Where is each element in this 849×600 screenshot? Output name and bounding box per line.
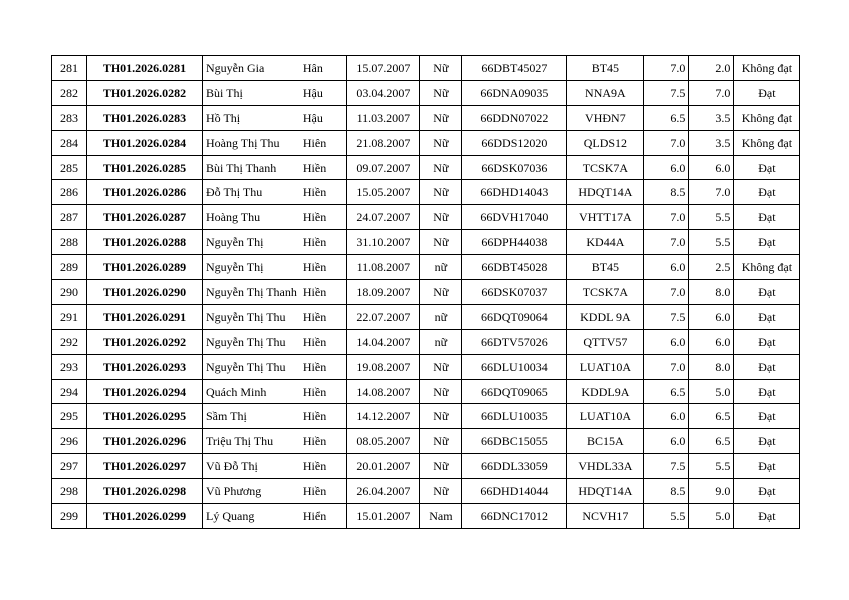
gender-cell: Nữ — [420, 80, 462, 105]
given-name-cell: Hậu — [300, 80, 347, 105]
student-id-cell: 66DNA09035 — [462, 80, 567, 105]
score-1-cell: 7.0 — [644, 280, 689, 305]
class-code-cell: BC15A — [567, 429, 644, 454]
row-number-cell: 289 — [52, 255, 87, 280]
given-name-cell: Hiền — [300, 304, 347, 329]
table-row — [52, 479, 800, 504]
result-cell: Đạt — [734, 379, 800, 404]
family-middle-name-cell: Hồ Thị — [203, 105, 300, 130]
class-code-cell: LUAT10A — [567, 404, 644, 429]
candidate-code-cell: TH01.2026.0288 — [87, 230, 203, 255]
table-row — [52, 354, 800, 379]
student-id-cell: 66DBC15055 — [462, 429, 567, 454]
table-row — [52, 130, 800, 155]
row-number-cell: 285 — [52, 155, 87, 180]
given-name-cell: Hiền — [300, 454, 347, 479]
candidate-code-cell: TH01.2026.0286 — [87, 180, 203, 205]
class-code-cell: BT45 — [567, 56, 644, 81]
given-name-cell: Hiên — [300, 130, 347, 155]
score-1-cell: 6.5 — [644, 105, 689, 130]
student-id-cell: 66DDL33059 — [462, 454, 567, 479]
family-middle-name-cell: Nguyễn Thị Thu — [203, 354, 300, 379]
score-2-cell: 6.0 — [689, 304, 734, 329]
class-code-cell: TCSK7A — [567, 155, 644, 180]
student-id-cell: 66DLU10035 — [462, 404, 567, 429]
gender-cell: Nữ — [420, 56, 462, 81]
class-code-cell: HDQT14A — [567, 180, 644, 205]
result-cell: Không đạt — [734, 130, 800, 155]
candidate-code-cell: TH01.2026.0285 — [87, 155, 203, 180]
score-1-cell: 7.0 — [644, 130, 689, 155]
score-1-cell: 6.0 — [644, 155, 689, 180]
row-number-cell: 294 — [52, 379, 87, 404]
result-cell: Đạt — [734, 504, 800, 529]
date-of-birth-cell: 15.01.2007 — [347, 504, 420, 529]
score-2-cell: 2.0 — [689, 56, 734, 81]
student-id-cell: 66DPH44038 — [462, 230, 567, 255]
candidate-code-cell: TH01.2026.0287 — [87, 205, 203, 230]
score-2-cell: 5.0 — [689, 379, 734, 404]
family-middle-name-cell: Hoàng Thu — [203, 205, 300, 230]
class-code-cell: TCSK7A — [567, 280, 644, 305]
given-name-cell: Hiền — [300, 180, 347, 205]
score-2-cell: 7.0 — [689, 180, 734, 205]
class-code-cell: KD44A — [567, 230, 644, 255]
row-number-cell: 293 — [52, 354, 87, 379]
given-name-cell: Hiển — [300, 504, 347, 529]
score-1-cell: 7.5 — [644, 454, 689, 479]
class-code-cell: LUAT10A — [567, 354, 644, 379]
score-1-cell: 6.5 — [644, 379, 689, 404]
student-id-cell: 66DDN07022 — [462, 105, 567, 130]
family-middle-name-cell: Vũ Đỗ Thị — [203, 454, 300, 479]
date-of-birth-cell: 15.07.2007 — [347, 56, 420, 81]
score-1-cell: 7.0 — [644, 205, 689, 230]
table-row — [52, 80, 800, 105]
score-1-cell: 5.5 — [644, 504, 689, 529]
result-cell: Đạt — [734, 329, 800, 354]
table-row — [52, 280, 800, 305]
table-row — [52, 155, 800, 180]
date-of-birth-cell: 22.07.2007 — [347, 304, 420, 329]
date-of-birth-cell: 26.04.2007 — [347, 479, 420, 504]
score-2-cell: 6.0 — [689, 155, 734, 180]
candidate-code-cell: TH01.2026.0293 — [87, 354, 203, 379]
result-cell: Không đạt — [734, 255, 800, 280]
candidate-code-cell: TH01.2026.0299 — [87, 504, 203, 529]
score-2-cell: 8.0 — [689, 280, 734, 305]
candidate-code-cell: TH01.2026.0291 — [87, 304, 203, 329]
table-row — [52, 404, 800, 429]
table-row — [52, 304, 800, 329]
date-of-birth-cell: 14.04.2007 — [347, 329, 420, 354]
gender-cell: Nữ — [420, 105, 462, 130]
class-code-cell: NNA9A — [567, 80, 644, 105]
date-of-birth-cell: 11.03.2007 — [347, 105, 420, 130]
score-1-cell: 7.5 — [644, 304, 689, 329]
family-middle-name-cell: Nguyễn Gia — [203, 56, 300, 81]
result-cell: Đạt — [734, 304, 800, 329]
candidate-code-cell: TH01.2026.0295 — [87, 404, 203, 429]
candidate-code-cell: TH01.2026.0294 — [87, 379, 203, 404]
student-id-cell: 66DSK07036 — [462, 155, 567, 180]
row-number-cell: 296 — [52, 429, 87, 454]
result-cell: Đạt — [734, 230, 800, 255]
result-cell: Đạt — [734, 155, 800, 180]
score-2-cell: 5.0 — [689, 504, 734, 529]
score-1-cell: 7.0 — [644, 56, 689, 81]
family-middle-name-cell: Quách Minh — [203, 379, 300, 404]
score-2-cell: 5.5 — [689, 205, 734, 230]
candidate-code-cell: TH01.2026.0292 — [87, 329, 203, 354]
date-of-birth-cell: 31.10.2007 — [347, 230, 420, 255]
row-number-cell: 292 — [52, 329, 87, 354]
class-code-cell: VHĐN7 — [567, 105, 644, 130]
table-row — [52, 105, 800, 130]
gender-cell: Nam — [420, 504, 462, 529]
table-row — [52, 255, 800, 280]
results-table — [51, 55, 800, 529]
date-of-birth-cell: 20.01.2007 — [347, 454, 420, 479]
result-cell: Đạt — [734, 479, 800, 504]
gender-cell: Nữ — [420, 130, 462, 155]
gender-cell: nữ — [420, 329, 462, 354]
candidate-code-cell: TH01.2026.0296 — [87, 429, 203, 454]
result-cell: Không đạt — [734, 105, 800, 130]
score-2-cell: 6.5 — [689, 404, 734, 429]
student-id-cell: 66DSK07037 — [462, 280, 567, 305]
table-row — [52, 454, 800, 479]
table-row — [52, 230, 800, 255]
gender-cell: Nữ — [420, 454, 462, 479]
table-row — [52, 329, 800, 354]
score-2-cell: 6.0 — [689, 329, 734, 354]
given-name-cell: Hiền — [300, 155, 347, 180]
row-number-cell: 297 — [52, 454, 87, 479]
given-name-cell: Hiền — [300, 255, 347, 280]
class-code-cell: BT45 — [567, 255, 644, 280]
student-id-cell: 66DBT45027 — [462, 56, 567, 81]
score-2-cell: 9.0 — [689, 479, 734, 504]
result-cell: Đạt — [734, 454, 800, 479]
student-id-cell: 66DQT09065 — [462, 379, 567, 404]
score-2-cell: 3.5 — [689, 130, 734, 155]
score-1-cell: 8.5 — [644, 479, 689, 504]
score-2-cell: 5.5 — [689, 454, 734, 479]
candidate-code-cell: TH01.2026.0281 — [87, 56, 203, 81]
score-1-cell: 6.0 — [644, 329, 689, 354]
candidate-code-cell: TH01.2026.0298 — [87, 479, 203, 504]
result-cell: Đạt — [734, 180, 800, 205]
date-of-birth-cell: 08.05.2007 — [347, 429, 420, 454]
row-number-cell: 287 — [52, 205, 87, 230]
score-2-cell: 8.0 — [689, 354, 734, 379]
class-code-cell: QLDS12 — [567, 130, 644, 155]
gender-cell: Nữ — [420, 230, 462, 255]
candidate-code-cell: TH01.2026.0282 — [87, 80, 203, 105]
given-name-cell: Hiền — [300, 329, 347, 354]
gender-cell: nữ — [420, 255, 462, 280]
row-number-cell: 281 — [52, 56, 87, 81]
score-1-cell: 7.0 — [644, 230, 689, 255]
result-cell: Đạt — [734, 429, 800, 454]
candidate-code-cell: TH01.2026.0297 — [87, 454, 203, 479]
candidate-code-cell: TH01.2026.0289 — [87, 255, 203, 280]
gender-cell: Nữ — [420, 354, 462, 379]
given-name-cell: Hiền — [300, 280, 347, 305]
class-code-cell: NCVH17 — [567, 504, 644, 529]
gender-cell: Nữ — [420, 404, 462, 429]
class-code-cell: KDDL 9A — [567, 304, 644, 329]
given-name-cell: Hiền — [300, 205, 347, 230]
table-row — [52, 379, 800, 404]
family-middle-name-cell: Nguyễn Thị Thu — [203, 304, 300, 329]
date-of-birth-cell: 15.05.2007 — [347, 180, 420, 205]
given-name-cell: Hiền — [300, 230, 347, 255]
row-number-cell: 284 — [52, 130, 87, 155]
score-2-cell: 7.0 — [689, 80, 734, 105]
given-name-cell: Hiền — [300, 479, 347, 504]
candidate-code-cell: TH01.2026.0284 — [87, 130, 203, 155]
family-middle-name-cell: Vũ Phương — [203, 479, 300, 504]
score-1-cell: 7.0 — [644, 354, 689, 379]
gender-cell: nữ — [420, 304, 462, 329]
row-number-cell: 299 — [52, 504, 87, 529]
score-1-cell: 6.0 — [644, 429, 689, 454]
date-of-birth-cell: 14.08.2007 — [347, 379, 420, 404]
row-number-cell: 298 — [52, 479, 87, 504]
date-of-birth-cell: 03.04.2007 — [347, 80, 420, 105]
student-id-cell: 66DLU10034 — [462, 354, 567, 379]
date-of-birth-cell: 09.07.2007 — [347, 155, 420, 180]
date-of-birth-cell: 11.08.2007 — [347, 255, 420, 280]
date-of-birth-cell: 21.08.2007 — [347, 130, 420, 155]
gender-cell: Nữ — [420, 280, 462, 305]
table-row — [52, 205, 800, 230]
gender-cell: Nữ — [420, 205, 462, 230]
date-of-birth-cell: 19.08.2007 — [347, 354, 420, 379]
result-cell: Đạt — [734, 404, 800, 429]
candidate-code-cell: TH01.2026.0283 — [87, 105, 203, 130]
result-cell: Đạt — [734, 354, 800, 379]
family-middle-name-cell: Đỗ Thị Thu — [203, 180, 300, 205]
score-1-cell: 7.5 — [644, 80, 689, 105]
result-cell: Không đạt — [734, 56, 800, 81]
score-1-cell: 8.5 — [644, 180, 689, 205]
score-2-cell: 3.5 — [689, 105, 734, 130]
student-id-cell: 66DHD14043 — [462, 180, 567, 205]
table-row — [52, 56, 800, 81]
score-2-cell: 6.5 — [689, 429, 734, 454]
result-cell: Đạt — [734, 280, 800, 305]
given-name-cell: Hiền — [300, 404, 347, 429]
family-middle-name-cell: Hoàng Thị Thu — [203, 130, 300, 155]
row-number-cell: 282 — [52, 80, 87, 105]
row-number-cell: 290 — [52, 280, 87, 305]
date-of-birth-cell: 24.07.2007 — [347, 205, 420, 230]
table-row — [52, 429, 800, 454]
gender-cell: Nữ — [420, 429, 462, 454]
date-of-birth-cell: 14.12.2007 — [347, 404, 420, 429]
given-name-cell: Hiền — [300, 379, 347, 404]
result-cell: Đạt — [734, 80, 800, 105]
family-middle-name-cell: Nguyễn Thị — [203, 230, 300, 255]
row-number-cell: 291 — [52, 304, 87, 329]
student-id-cell: 66DQT09064 — [462, 304, 567, 329]
student-id-cell: 66DNC17012 — [462, 504, 567, 529]
family-middle-name-cell: Triệu Thị Thu — [203, 429, 300, 454]
student-id-cell: 66DVH17040 — [462, 205, 567, 230]
family-middle-name-cell: Nguyễn Thị Thu — [203, 329, 300, 354]
gender-cell: Nữ — [420, 379, 462, 404]
date-of-birth-cell: 18.09.2007 — [347, 280, 420, 305]
family-middle-name-cell: Lý Quang — [203, 504, 300, 529]
row-number-cell: 283 — [52, 105, 87, 130]
given-name-cell: Hiền — [300, 354, 347, 379]
row-number-cell: 295 — [52, 404, 87, 429]
student-id-cell: 66DDS12020 — [462, 130, 567, 155]
class-code-cell: HDQT14A — [567, 479, 644, 504]
class-code-cell: VHTT17A — [567, 205, 644, 230]
class-code-cell: VHDL33A — [567, 454, 644, 479]
student-id-cell: 66DBT45028 — [462, 255, 567, 280]
gender-cell: Nữ — [420, 479, 462, 504]
given-name-cell: Hậu — [300, 105, 347, 130]
family-middle-name-cell: Bùi Thị Thanh — [203, 155, 300, 180]
given-name-cell: Hân — [300, 56, 347, 81]
family-middle-name-cell: Sầm Thị — [203, 404, 300, 429]
student-id-cell: 66DHD14044 — [462, 479, 567, 504]
family-middle-name-cell: Nguyễn Thị — [203, 255, 300, 280]
table-body — [52, 56, 800, 529]
family-middle-name-cell: Bùi Thị — [203, 80, 300, 105]
class-code-cell: KDDL9A — [567, 379, 644, 404]
row-number-cell: 288 — [52, 230, 87, 255]
score-1-cell: 6.0 — [644, 255, 689, 280]
class-code-cell: QTTV57 — [567, 329, 644, 354]
score-1-cell: 6.0 — [644, 404, 689, 429]
gender-cell: Nữ — [420, 180, 462, 205]
row-number-cell: 286 — [52, 180, 87, 205]
table-row — [52, 504, 800, 529]
score-2-cell: 2.5 — [689, 255, 734, 280]
student-id-cell: 66DTV57026 — [462, 329, 567, 354]
family-middle-name-cell: Nguyễn Thị Thanh — [203, 280, 300, 305]
score-2-cell: 5.5 — [689, 230, 734, 255]
result-cell: Đạt — [734, 205, 800, 230]
table-row — [52, 180, 800, 205]
gender-cell: Nữ — [420, 155, 462, 180]
candidate-code-cell: TH01.2026.0290 — [87, 280, 203, 305]
given-name-cell: Hiền — [300, 429, 347, 454]
